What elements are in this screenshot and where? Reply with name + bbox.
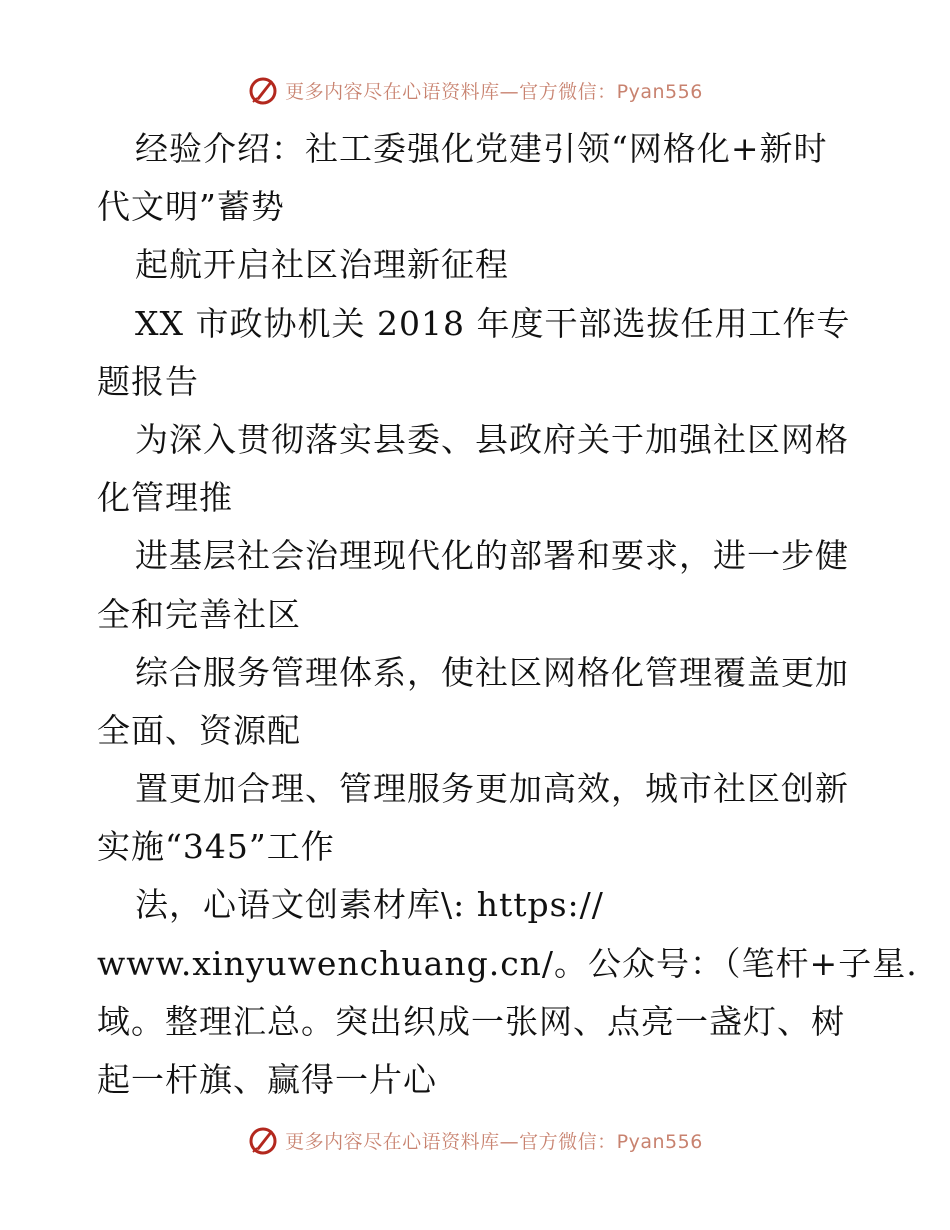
text-line: 域。整理汇总。突出织成一张网、点亮一盏灯、树 bbox=[97, 1001, 845, 1041]
text-line: 全面、资源配 bbox=[97, 710, 301, 750]
header-banner bbox=[0, 70, 950, 110]
text-line: 起一杆旗、赢得一片心 bbox=[97, 1060, 437, 1099]
document-body bbox=[97, 120, 918, 1109]
text-line: 置更加合理、管理服务更加高效，城市社区创新 bbox=[135, 769, 849, 809]
text-line: 化管理推 bbox=[97, 478, 233, 518]
quill-pen-logo-icon bbox=[247, 74, 279, 106]
text-line: 进基层社会治理现代化的部署和要求，进一步健 bbox=[135, 536, 849, 576]
text-line: 全和完善社区 bbox=[97, 594, 301, 634]
footer-banner bbox=[0, 1120, 950, 1160]
banner-text: 更多内容尽在心语资料库—官方微信：Pyan556 bbox=[285, 1130, 703, 1153]
text-line: XX 市政协机关 2018 年度干部选拔任用工作专 bbox=[135, 303, 851, 343]
text-line: 综合服务管理体系，使社区网格化管理覆盖更加 bbox=[135, 652, 849, 692]
text-line: 起航开启社区治理新征程 bbox=[135, 245, 509, 285]
text-line: 题报告 bbox=[97, 361, 199, 401]
quill-pen-logo-icon bbox=[247, 1124, 279, 1156]
text-line: 法，心语文创素材库\: https:// bbox=[135, 885, 604, 925]
text-line: 代文明”蓄势 bbox=[97, 187, 285, 227]
banner-text: 更多内容尽在心语资料库—官方微信：Pyan556 bbox=[285, 80, 703, 103]
text-line: www.xinyuwenchuang.cn/。公众号：（笔杆+子星. bbox=[97, 943, 918, 983]
text-line: 为深入贯彻落实县委、县政府关于加强社区网格 bbox=[135, 419, 849, 459]
text-line: 经验介绍：社工委强化党建引领“网格化+新时 bbox=[135, 129, 828, 168]
text-line: 实施“345”工作 bbox=[97, 827, 335, 867]
